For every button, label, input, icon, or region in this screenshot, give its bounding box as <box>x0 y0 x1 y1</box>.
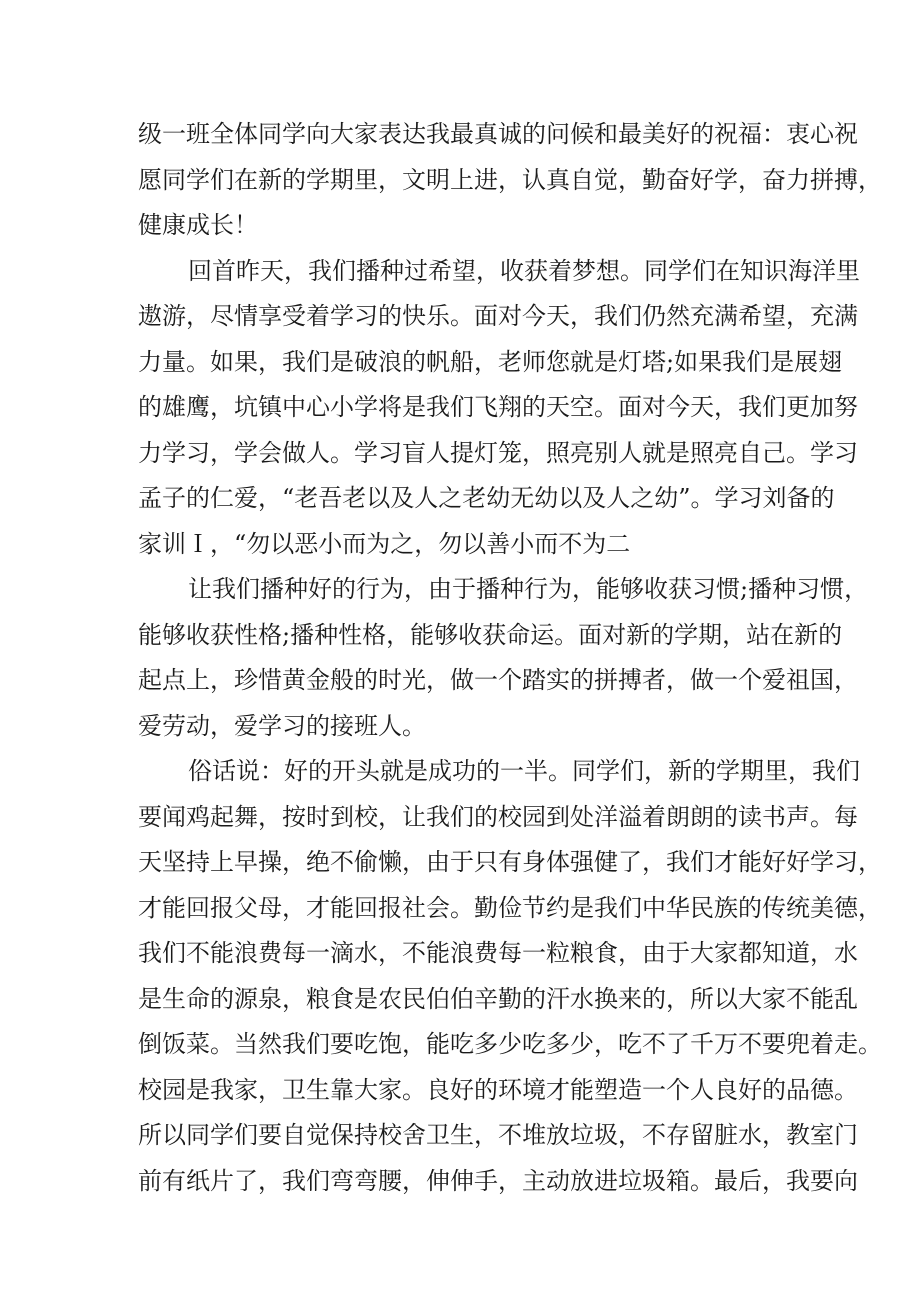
text-line-17: 天坚持上早操，绝不偷懒，由于只有身体强健了，我们才能好好学习， <box>138 848 882 876</box>
text-line-7: 的雄鹰，坑镇中心小学将是我们飞翔的天空。面对今天，我们更加努 <box>138 393 858 421</box>
text-line-10: 家训Ｉ，“勿以恶小而为之，勿以善小而不为二 <box>138 529 631 558</box>
text-line-13: 起点上，珍惜黄金般的时光，做一个踏实的拼搏者，做一个爱祖国， <box>138 666 858 694</box>
text-line-19: 我们不能浪费每一滴水，不能浪费每一粒粮食，由于大家都知道，水 <box>138 939 858 967</box>
text-line-21: 倒饭菜。当然我们要吃饱，能吃多少吃多少，吃不了千万不要兜着走。 <box>138 1030 882 1058</box>
text-line-1: 级一班全体同学向大家表达我最真诚的问候和最美好的祝福：衷心祝 <box>138 120 858 148</box>
text-line-8: 力学习，学会做人。学习盲人提灯笼，照亮别人就是照亮自己。学习 <box>138 438 858 467</box>
text-line-22: 校园是我家，卫生靠大家。良好的环境才能塑造一个人良好的品德。 <box>138 1075 858 1104</box>
text-line-11: 让我们播种好的行为，由于播种行为，能够收获习惯;播种习惯， <box>188 575 869 603</box>
text-line-14: 爱劳动，爱学习的接班人。 <box>138 711 426 740</box>
document-body <box>138 112 882 1204</box>
text-line-12: 能够收获性格;播种性格，能够收获命运。面对新的学期，站在新的 <box>138 620 843 649</box>
text-line-24: 前有纸片了，我们弯弯腰，伸伸手，主动放进垃圾箱。最后，我要向 <box>138 1166 858 1195</box>
text-line-15: 俗话说：好的开头就是成功的一半。同学们，新的学期里，我们 <box>188 757 860 785</box>
text-line-9: 孟子的仁爱，“老吾老以及人之老幼无幼以及人之幼”。学习刘备的 <box>138 484 835 512</box>
text-line-4: 回首昨天，我们播种过希望，收获着梦想。同学们在知识海洋里 <box>188 256 860 285</box>
text-line-3: 健康成长！ <box>138 211 258 239</box>
text-line-6: 力量。如果，我们是破浪的帆船，老师您就是灯塔;如果我们是展翅 <box>138 347 843 376</box>
text-line-23: 所以同学们要自觉保持校舍卫生，不堆放垃圾，不存留脏水，教室门 <box>138 1121 858 1149</box>
text-line-20: 是生命的源泉，粮食是农民伯伯辛勤的汗水换来的，所以大家不能乱 <box>138 984 858 1013</box>
text-line-16: 要闻鸡起舞，按时到校，让我们的校园到处洋溢着朗朗的读书声。每 <box>138 802 858 831</box>
text-line-2: 愿同学们在新的学期里，文明上进，认真自觉，勤奋好学，奋力拼搏， <box>138 165 882 194</box>
text-line-5: 遨游，尽情享受着学习的快乐。面对今天，我们仍然充满希望，充满 <box>138 302 858 330</box>
text-line-18: 才能回报父母，才能回报社会。勤俭节约是我们中华民族的传统美德， <box>138 893 882 922</box>
